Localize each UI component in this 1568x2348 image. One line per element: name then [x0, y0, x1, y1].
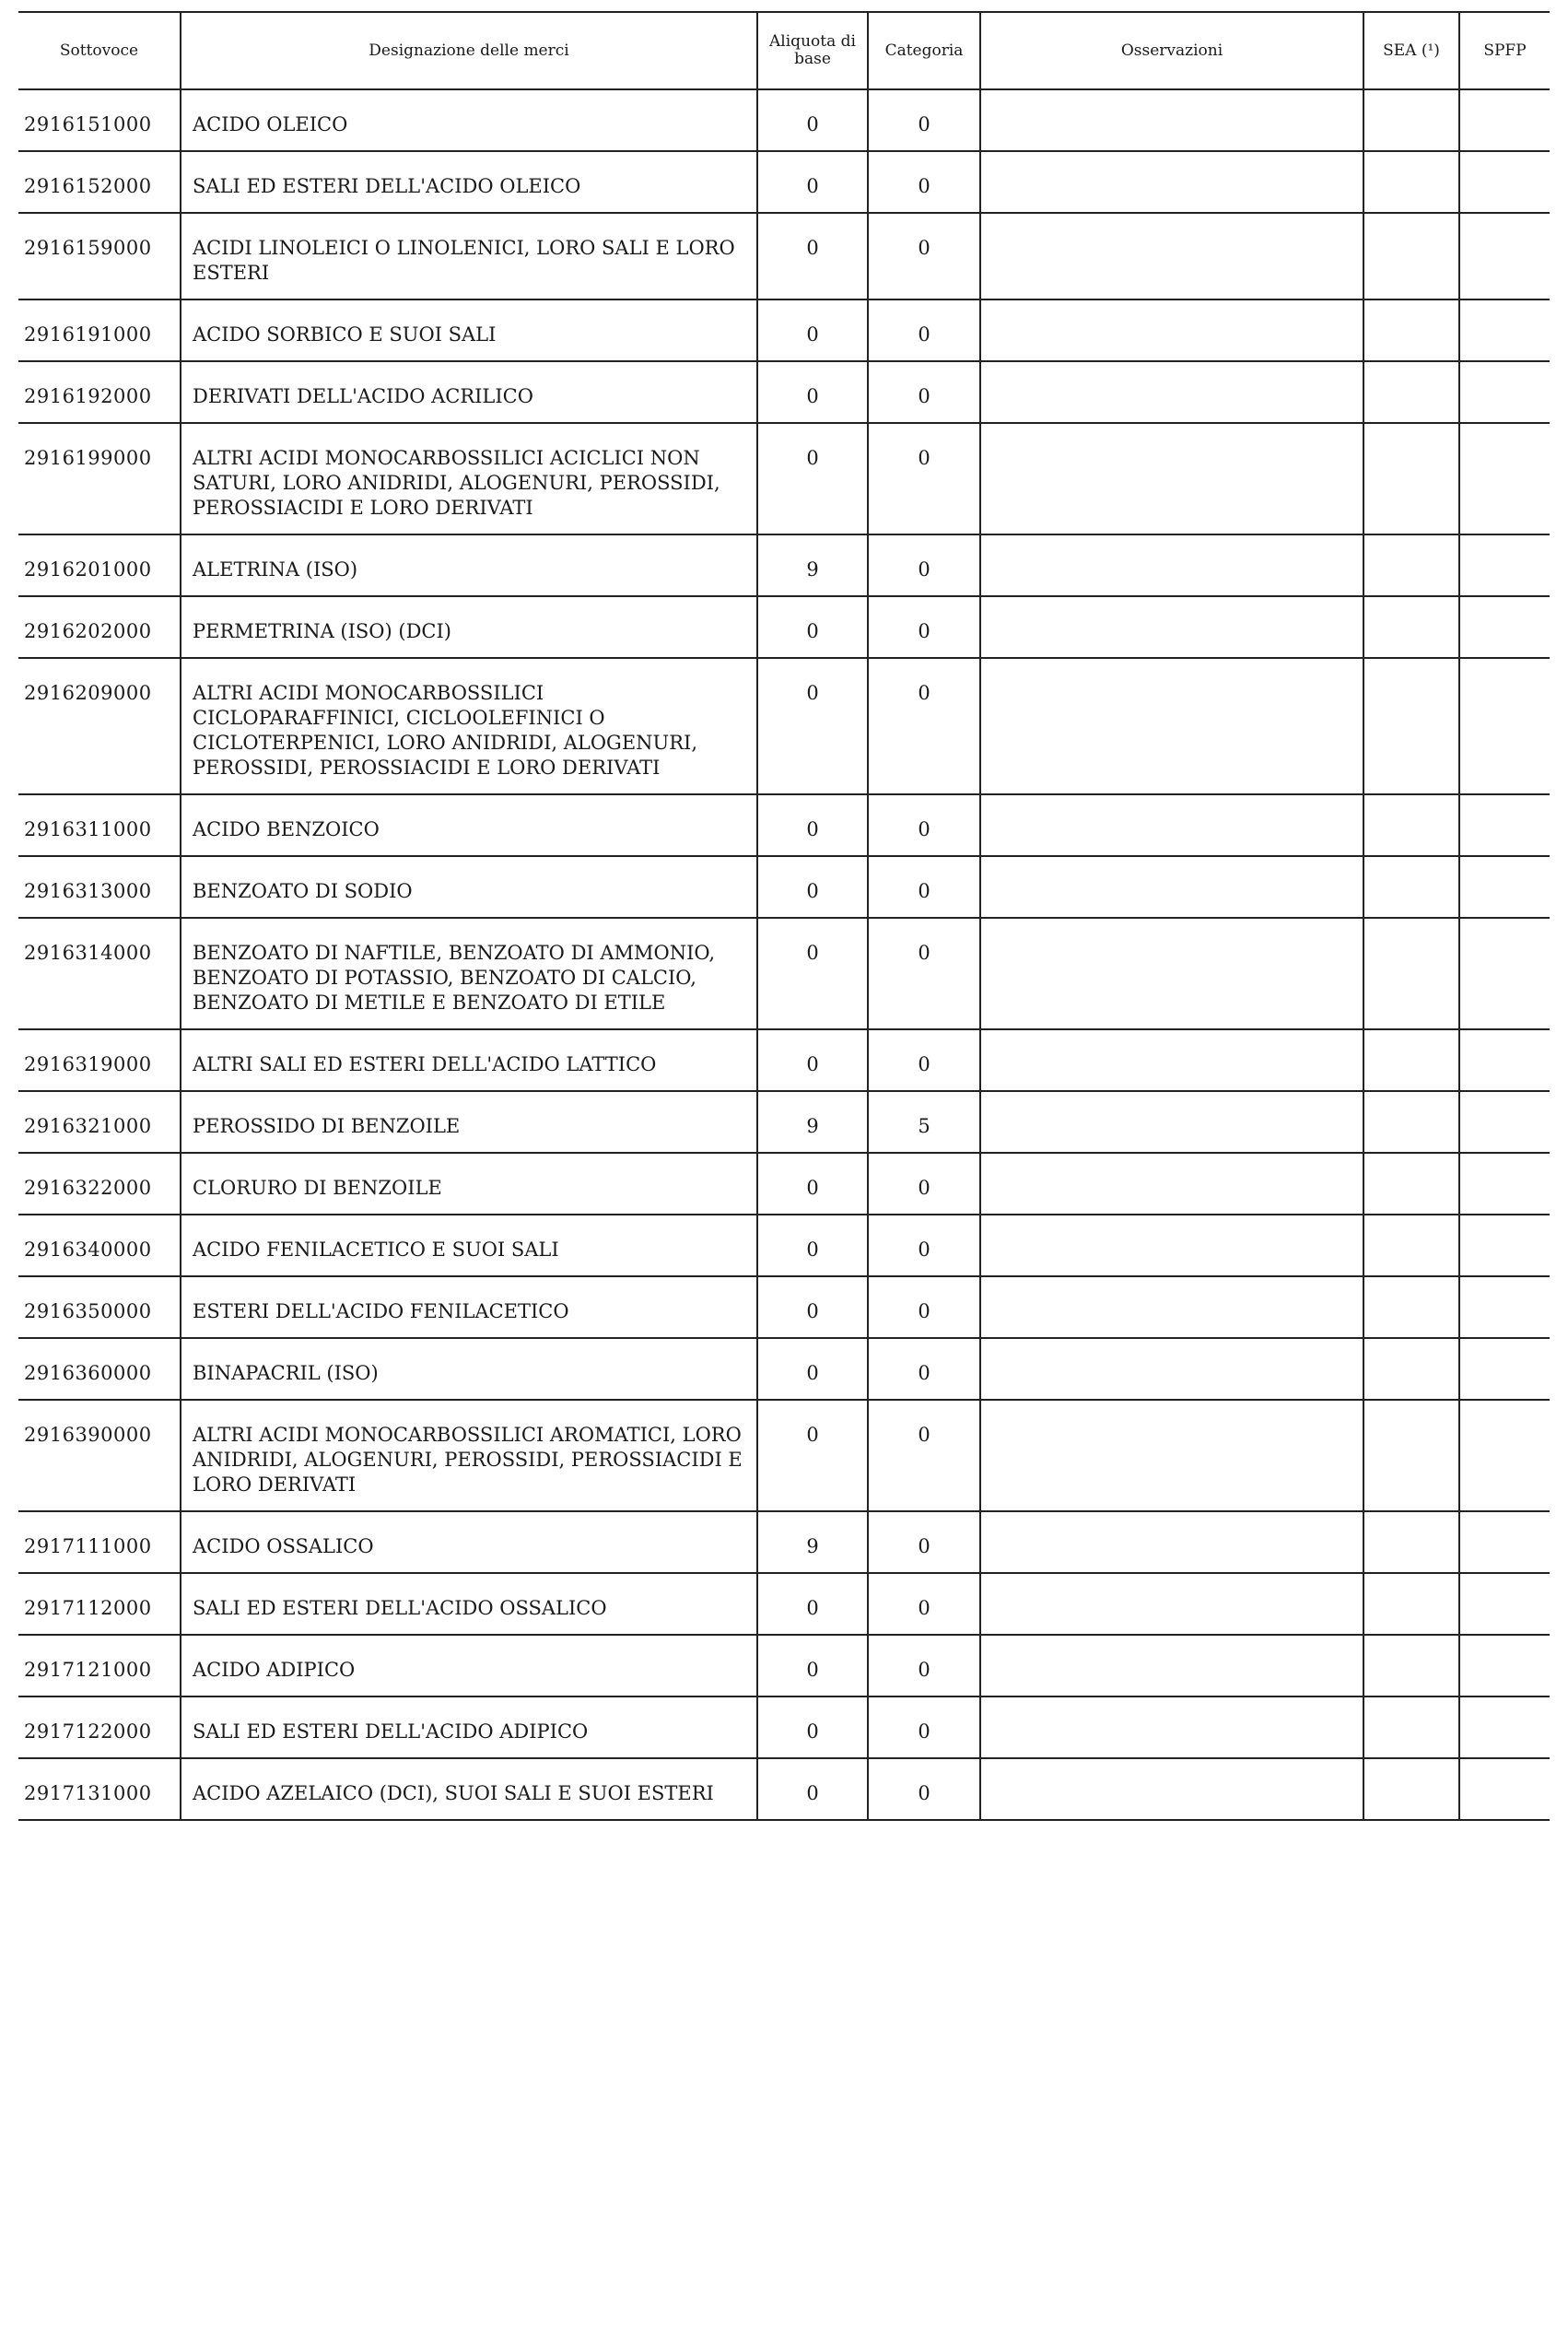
table-header: [18, 12, 1550, 89]
cell-sottovoce: 2916201000: [18, 534, 181, 596]
cell-designazione: BENZOATO DI NAFTILE, BENZOATO DI AMMONIO, BENZOATO DI POTASSIO, BENZOATO DI CALCIO, BENZOATO DI METILE E BENZOATO DI ETILE: [181, 918, 757, 1029]
cell-spfp: [1459, 1029, 1550, 1091]
cell-sea: [1363, 1153, 1459, 1215]
cell-sea: [1363, 1400, 1459, 1511]
cell-sea: [1363, 299, 1459, 361]
cell-spfp: [1459, 534, 1550, 596]
cell-osservazioni: [980, 361, 1363, 423]
table-row: [18, 299, 1550, 361]
table-row: [18, 596, 1550, 658]
cell-designazione: ALTRI ACIDI MONOCARBOSSILICI ACICLICI NON SATURI, LORO ANIDRIDI, ALOGENURI, PEROSSIDI, PEROSSIACIDI E LORO DERIVATI: [181, 423, 757, 534]
table-row: [18, 1696, 1550, 1758]
cell-osservazioni: [980, 423, 1363, 534]
cell-aliquota: 0: [757, 213, 868, 299]
cell-aliquota: 0: [757, 1696, 868, 1758]
cell-sea: [1363, 918, 1459, 1029]
table-row: [18, 1758, 1550, 1820]
cell-spfp: [1459, 89, 1550, 151]
cell-osservazioni: [980, 534, 1363, 596]
table-row: [18, 361, 1550, 423]
cell-sottovoce: 2916311000: [18, 794, 181, 856]
cell-sea: [1363, 89, 1459, 151]
cell-spfp: [1459, 423, 1550, 534]
cell-designazione: ACIDO OSSALICO: [181, 1511, 757, 1573]
cell-designazione: SALI ED ESTERI DELL'ACIDO OSSALICO: [181, 1573, 757, 1635]
table-row: [18, 918, 1550, 1029]
cell-osservazioni: [980, 794, 1363, 856]
cell-categoria: 5: [868, 1091, 980, 1153]
header-spfp: SPFP: [1459, 12, 1550, 89]
cell-aliquota: 0: [757, 1276, 868, 1338]
cell-aliquota: 0: [757, 151, 868, 213]
cell-categoria: 0: [868, 1029, 980, 1091]
cell-categoria: 0: [868, 1400, 980, 1511]
cell-aliquota: 0: [757, 1153, 868, 1215]
table-row: [18, 1338, 1550, 1400]
cell-spfp: [1459, 1635, 1550, 1696]
cell-spfp: [1459, 1276, 1550, 1338]
cell-osservazioni: [980, 151, 1363, 213]
cell-designazione: ALTRI ACIDI MONOCARBOSSILICI AROMATICI, LORO ANIDRIDI, ALOGENURI, PEROSSIDI, PEROSSIACIDI E LORO DERIVATI: [181, 1400, 757, 1511]
cell-spfp: [1459, 1511, 1550, 1573]
cell-sottovoce: 2916321000: [18, 1091, 181, 1153]
table-row: [18, 534, 1550, 596]
header-sea: SEA (¹): [1363, 12, 1459, 89]
cell-aliquota: 0: [757, 1758, 868, 1820]
cell-sea: [1363, 151, 1459, 213]
header-aliquota: Aliquota di base: [757, 12, 868, 89]
cell-categoria: 0: [868, 1338, 980, 1400]
cell-osservazioni: [980, 1153, 1363, 1215]
cell-aliquota: 0: [757, 299, 868, 361]
table-row: [18, 1153, 1550, 1215]
cell-sea: [1363, 1029, 1459, 1091]
cell-aliquota: 0: [757, 1029, 868, 1091]
cell-categoria: 0: [868, 1276, 980, 1338]
cell-sottovoce: 2916192000: [18, 361, 181, 423]
cell-categoria: 0: [868, 423, 980, 534]
table-row: [18, 423, 1550, 534]
cell-categoria: 0: [868, 1153, 980, 1215]
cell-spfp: [1459, 1215, 1550, 1276]
cell-aliquota: 9: [757, 534, 868, 596]
cell-osservazioni: [980, 1635, 1363, 1696]
cell-sottovoce: 2916199000: [18, 423, 181, 534]
cell-designazione: DERIVATI DELL'ACIDO ACRILICO: [181, 361, 757, 423]
cell-sottovoce: 2917112000: [18, 1573, 181, 1635]
cell-categoria: 0: [868, 1573, 980, 1635]
cell-osservazioni: [980, 1511, 1363, 1573]
cell-sea: [1363, 1215, 1459, 1276]
cell-spfp: [1459, 794, 1550, 856]
cell-osservazioni: [980, 1091, 1363, 1153]
cell-sottovoce: 2917122000: [18, 1696, 181, 1758]
cell-osservazioni: [980, 299, 1363, 361]
cell-categoria: 0: [868, 1511, 980, 1573]
cell-sea: [1363, 1573, 1459, 1635]
cell-aliquota: 0: [757, 918, 868, 1029]
cell-osservazioni: [980, 1400, 1363, 1511]
cell-designazione: PERMETRINA (ISO) (DCI): [181, 596, 757, 658]
cell-sottovoce: 2916350000: [18, 1276, 181, 1338]
cell-sottovoce: 2916151000: [18, 89, 181, 151]
cell-spfp: [1459, 361, 1550, 423]
cell-sea: [1363, 1696, 1459, 1758]
cell-aliquota: 0: [757, 1215, 868, 1276]
cell-sea: [1363, 1091, 1459, 1153]
cell-categoria: 0: [868, 658, 980, 794]
table-row: [18, 213, 1550, 299]
cell-spfp: [1459, 1338, 1550, 1400]
cell-sottovoce: 2916390000: [18, 1400, 181, 1511]
cell-osservazioni: [980, 1276, 1363, 1338]
header-categoria: Categoria: [868, 12, 980, 89]
cell-sea: [1363, 1511, 1459, 1573]
cell-sottovoce: 2916152000: [18, 151, 181, 213]
table-row: [18, 658, 1550, 794]
cell-spfp: [1459, 856, 1550, 918]
table-row: [18, 856, 1550, 918]
cell-designazione: SALI ED ESTERI DELL'ACIDO ADIPICO: [181, 1696, 757, 1758]
cell-aliquota: 0: [757, 658, 868, 794]
cell-sottovoce: 2917131000: [18, 1758, 181, 1820]
cell-designazione: ACIDO AZELAICO (DCI), SUOI SALI E SUOI ESTERI: [181, 1758, 757, 1820]
table-row: [18, 1635, 1550, 1696]
cell-aliquota: 0: [757, 1635, 868, 1696]
cell-aliquota: 0: [757, 1338, 868, 1400]
cell-sottovoce: 2916159000: [18, 213, 181, 299]
cell-osservazioni: [980, 1215, 1363, 1276]
cell-sottovoce: 2916313000: [18, 856, 181, 918]
cell-sottovoce: 2916191000: [18, 299, 181, 361]
cell-osservazioni: [980, 658, 1363, 794]
cell-categoria: 0: [868, 596, 980, 658]
cell-spfp: [1459, 1573, 1550, 1635]
cell-categoria: 0: [868, 794, 980, 856]
header-osservazioni: Osservazioni: [980, 12, 1363, 89]
cell-aliquota: 0: [757, 89, 868, 151]
header-designazione: Designazione delle merci: [181, 12, 757, 89]
cell-sottovoce: 2917111000: [18, 1511, 181, 1573]
table-row: [18, 1400, 1550, 1511]
cell-spfp: [1459, 213, 1550, 299]
cell-categoria: 0: [868, 1696, 980, 1758]
cell-spfp: [1459, 1091, 1550, 1153]
cell-designazione: ACIDO FENILACETICO E SUOI SALI: [181, 1215, 757, 1276]
table-row: [18, 151, 1550, 213]
cell-osservazioni: [980, 1338, 1363, 1400]
cell-categoria: 0: [868, 534, 980, 596]
cell-sea: [1363, 213, 1459, 299]
cell-sea: [1363, 423, 1459, 534]
cell-categoria: 0: [868, 299, 980, 361]
cell-aliquota: 0: [757, 361, 868, 423]
cell-sea: [1363, 534, 1459, 596]
cell-categoria: 0: [868, 918, 980, 1029]
table-row: [18, 1276, 1550, 1338]
cell-designazione: ACIDO SORBICO E SUOI SALI: [181, 299, 757, 361]
cell-aliquota: 0: [757, 423, 868, 534]
cell-categoria: 0: [868, 856, 980, 918]
cell-spfp: [1459, 658, 1550, 794]
cell-designazione: ACIDI LINOLEICI O LINOLENICI, LORO SALI E LORO ESTERI: [181, 213, 757, 299]
cell-sottovoce: 2916209000: [18, 658, 181, 794]
cell-sea: [1363, 856, 1459, 918]
cell-osservazioni: [980, 918, 1363, 1029]
table-body: [18, 89, 1550, 1820]
cell-categoria: 0: [868, 151, 980, 213]
cell-spfp: [1459, 151, 1550, 213]
cell-spfp: [1459, 1153, 1550, 1215]
cell-categoria: 0: [868, 1758, 980, 1820]
cell-aliquota: 0: [757, 1400, 868, 1511]
cell-designazione: PEROSSIDO DI BENZOILE: [181, 1091, 757, 1153]
cell-designazione: ALTRI SALI ED ESTERI DELL'ACIDO LATTICO: [181, 1029, 757, 1091]
cell-designazione: ALETRINA (ISO): [181, 534, 757, 596]
cell-sottovoce: 2916340000: [18, 1215, 181, 1276]
cell-sottovoce: 2916202000: [18, 596, 181, 658]
cell-sea: [1363, 658, 1459, 794]
cell-designazione: CLORURO DI BENZOILE: [181, 1153, 757, 1215]
table-row: [18, 1215, 1550, 1276]
cell-sea: [1363, 1276, 1459, 1338]
cell-categoria: 0: [868, 1215, 980, 1276]
cell-designazione: ACIDO OLEICO: [181, 89, 757, 151]
cell-sea: [1363, 596, 1459, 658]
cell-sottovoce: 2916319000: [18, 1029, 181, 1091]
header-sottovoce: Sottovoce: [18, 12, 181, 89]
cell-spfp: [1459, 918, 1550, 1029]
cell-aliquota: 0: [757, 794, 868, 856]
cell-aliquota: 0: [757, 596, 868, 658]
cell-sottovoce: 2916360000: [18, 1338, 181, 1400]
cell-osservazioni: [980, 89, 1363, 151]
header-row: [18, 12, 1550, 89]
cell-spfp: [1459, 1400, 1550, 1511]
cell-sea: [1363, 1635, 1459, 1696]
cell-sea: [1363, 361, 1459, 423]
cell-osservazioni: [980, 1758, 1363, 1820]
cell-designazione: SALI ED ESTERI DELL'ACIDO OLEICO: [181, 151, 757, 213]
cell-designazione: ACIDO ADIPICO: [181, 1635, 757, 1696]
cell-aliquota: 9: [757, 1511, 868, 1573]
cell-aliquota: 9: [757, 1091, 868, 1153]
table-row: [18, 794, 1550, 856]
cell-spfp: [1459, 299, 1550, 361]
table-row: [18, 89, 1550, 151]
cell-spfp: [1459, 1696, 1550, 1758]
cell-osservazioni: [980, 596, 1363, 658]
cell-sea: [1363, 794, 1459, 856]
cell-sea: [1363, 1338, 1459, 1400]
cell-categoria: 0: [868, 89, 980, 151]
cell-sottovoce: 2916314000: [18, 918, 181, 1029]
cell-designazione: ALTRI ACIDI MONOCARBOSSILICI CICLOPARAFFINICI, CICLOOLEFINICI O CICLOTERPENICI, LORO ANIDRIDI, ALOGENURI, PEROSSIDI, PEROSSIACIDI E LORO DERIVATI: [181, 658, 757, 794]
cell-aliquota: 0: [757, 1573, 868, 1635]
cell-designazione: ACIDO BENZOICO: [181, 794, 757, 856]
cell-osservazioni: [980, 213, 1363, 299]
table-row: [18, 1573, 1550, 1635]
cell-designazione: ESTERI DELL'ACIDO FENILACETICO: [181, 1276, 757, 1338]
table-row: [18, 1511, 1550, 1573]
cell-osservazioni: [980, 856, 1363, 918]
cell-categoria: 0: [868, 361, 980, 423]
tariff-table: [18, 11, 1550, 1821]
table-row: [18, 1029, 1550, 1091]
cell-spfp: [1459, 596, 1550, 658]
cell-osservazioni: [980, 1029, 1363, 1091]
cell-aliquota: 0: [757, 856, 868, 918]
cell-categoria: 0: [868, 1635, 980, 1696]
cell-sea: [1363, 1758, 1459, 1820]
cell-sottovoce: 2917121000: [18, 1635, 181, 1696]
cell-designazione: BINAPACRIL (ISO): [181, 1338, 757, 1400]
cell-categoria: 0: [868, 213, 980, 299]
cell-spfp: [1459, 1758, 1550, 1820]
cell-osservazioni: [980, 1573, 1363, 1635]
table-row: [18, 1091, 1550, 1153]
cell-osservazioni: [980, 1696, 1363, 1758]
cell-designazione: BENZOATO DI SODIO: [181, 856, 757, 918]
cell-sottovoce: 2916322000: [18, 1153, 181, 1215]
